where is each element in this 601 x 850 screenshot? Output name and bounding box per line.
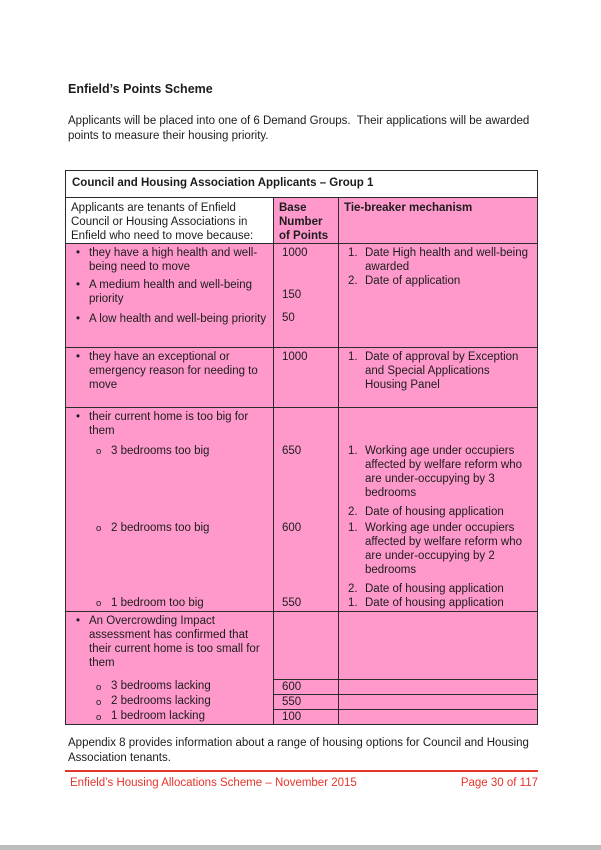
- tiebreaker-item: Working age under occupiers affected by welfare reform who are under-occupying by 2 bedrooms: [365, 522, 523, 576]
- points-cell: [273, 694, 338, 709]
- sub-item-label: o 3 bedrooms too big: [71, 444, 269, 458]
- closing-paragraph: Appendix 8 provides information about a range of housing options for Council and Housing Association tenants.: [68, 737, 529, 764]
- points-value: 100: [282, 711, 302, 723]
- points-value: 550: [282, 597, 302, 609]
- bullet-item: • their current home is too big for them: [71, 410, 269, 438]
- row-too-big-intro: [66, 407, 537, 442]
- points-value: 550: [282, 696, 302, 708]
- tiebreaker-list: [344, 596, 533, 610]
- sub-item-cell: [66, 694, 273, 709]
- empty-cell: [338, 611, 537, 679]
- tiebreaker-list: [344, 246, 533, 288]
- tiebreaker-cell: [338, 442, 537, 519]
- bullet-item: • A medium health and well-being priority: [71, 278, 269, 306]
- sub-item-label: o 2 bedrooms lacking: [71, 695, 269, 708]
- points-cell: [273, 442, 338, 519]
- row-health-wellbeing: [66, 243, 537, 347]
- intro-paragraph: Applicants will be placed into one of 6 Demand Groups. Their applications will be awarded points to measure their housing priority.: [68, 115, 530, 142]
- sub-item-label: o 1 bedroom lacking: [71, 710, 269, 723]
- column-header-points: Base Number of Points: [273, 197, 338, 243]
- points-value: 1000: [282, 351, 308, 363]
- row-1-bedroom-too-big: [66, 596, 537, 611]
- tiebreaker-item: Date High health and well-being awarded: [365, 247, 529, 273]
- points-table: [65, 170, 538, 725]
- row-overcrowding-intro: [66, 611, 537, 679]
- empty-cell: [338, 679, 537, 694]
- tiebreaker-item: Date of application: [365, 275, 461, 287]
- sub-item-cell: [66, 519, 273, 596]
- row-2-bedrooms-too-big: [66, 519, 537, 596]
- sub-item-label: o 2 bedrooms too big: [71, 521, 269, 535]
- row-3-bedrooms-too-big: [66, 442, 537, 519]
- tiebreaker-list: [344, 521, 533, 596]
- exceptional-tiebreaker-cell: [338, 347, 537, 407]
- points-cell: [273, 679, 338, 694]
- footer-page-number: Page 30 of 117: [460, 777, 538, 789]
- tiebreaker-list: [344, 444, 533, 519]
- points-value: 150: [282, 289, 302, 301]
- tiebreaker-cell: [338, 519, 537, 596]
- empty-cell: [273, 407, 338, 442]
- health-points-cell: [273, 243, 338, 347]
- page-bottom-edge: [0, 845, 601, 850]
- points-value: 1000: [282, 247, 308, 259]
- sub-item-label: o 3 bedrooms lacking: [71, 680, 269, 693]
- tiebreaker-list: [344, 350, 533, 392]
- tiebreaker-item: Date of housing application: [365, 583, 504, 595]
- row-2-bedrooms-lacking: [66, 694, 537, 709]
- sub-item-cell: [66, 709, 273, 724]
- points-value: 650: [282, 445, 302, 457]
- tiebreaker-item: Working age under occupiers affected by welfare reform who are under-occupying by 3 bedrooms: [365, 445, 523, 499]
- sub-item-cell: [66, 442, 273, 519]
- tiebreaker-cell: [338, 596, 537, 611]
- empty-cell: [273, 611, 338, 679]
- column-header-applicants: Applicants are tenants of Enfield Council or Housing Associations in Enfield who need to move because:: [66, 197, 273, 243]
- row-3-bedrooms-lacking: [66, 679, 537, 694]
- points-cell: [273, 519, 338, 596]
- tiebreaker-item: Date of housing application: [365, 597, 504, 609]
- row-1-bedroom-lacking: [66, 709, 537, 724]
- points-value: 600: [282, 681, 302, 693]
- tiebreaker-item: Date of approval by Exception and Special Applications Housing Panel: [365, 351, 519, 391]
- row-exceptional: [66, 347, 537, 407]
- tiebreaker-item: Date of housing application: [365, 506, 504, 518]
- health-reasons-cell: [66, 243, 273, 347]
- footer-left-text: Enfield’s Housing Allocations Scheme – November 2015: [70, 777, 357, 789]
- bullet-item: • they have a high health and well-being need to move: [71, 246, 269, 274]
- points-cell: [273, 709, 338, 724]
- points-value: 600: [282, 522, 302, 534]
- sub-item-label: o 1 bedroom too big: [71, 596, 269, 610]
- footer-rule: [65, 770, 538, 772]
- empty-cell: [338, 407, 537, 442]
- points-cell: [273, 596, 338, 611]
- page-footer: [65, 777, 538, 789]
- overcrowding-reason-cell: [66, 611, 273, 679]
- column-header-tiebreaker: Tie-breaker mechanism: [338, 197, 537, 243]
- empty-cell: [338, 709, 537, 724]
- sub-item-cell: [66, 596, 273, 611]
- points-value: 50: [282, 312, 295, 324]
- bullet-item: • A low health and well-being priority: [71, 312, 269, 326]
- empty-cell: [338, 694, 537, 709]
- too-big-reason-cell: [66, 407, 273, 442]
- bullet-item: • they have an exceptional or emergency reason for needing to move: [71, 350, 269, 392]
- sub-item-cell: [66, 679, 273, 694]
- exceptional-points-cell: [273, 347, 338, 407]
- health-tiebreaker-cell: [338, 243, 537, 347]
- bullet-item: • An Overcrowding Impact assessment has confirmed that their current home is too small for them: [71, 614, 269, 670]
- table-title: Council and Housing Association Applicants – Group 1: [66, 171, 537, 197]
- exceptional-reason-cell: [66, 347, 273, 407]
- page-title: Enfield’s Points Scheme: [68, 82, 213, 96]
- table-title-row: [66, 171, 537, 197]
- table-header-row: [66, 197, 537, 243]
